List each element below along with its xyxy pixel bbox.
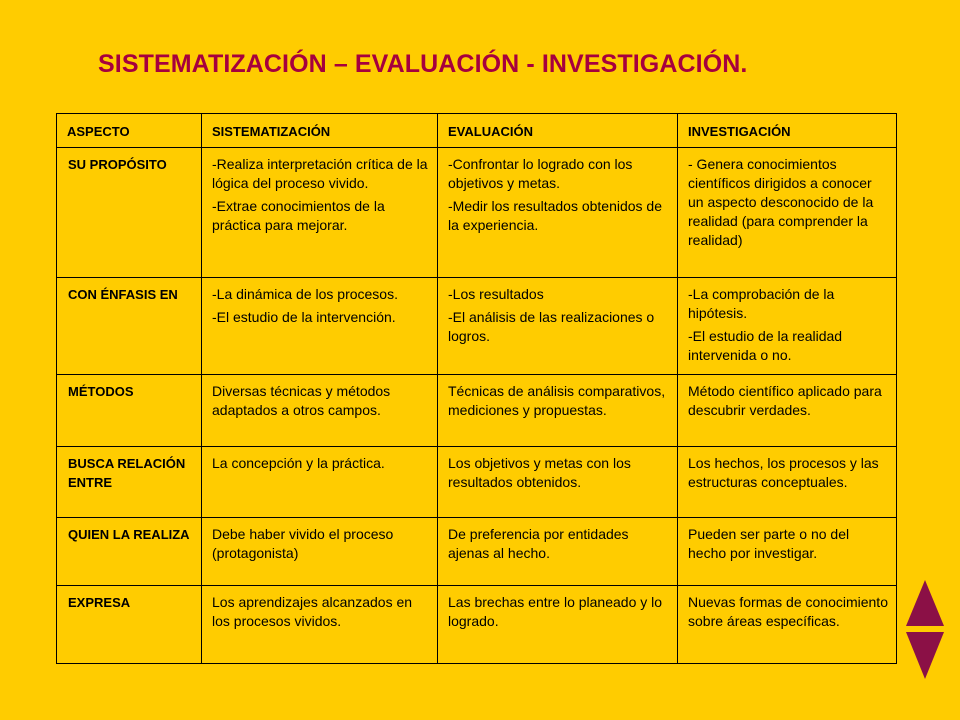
cell-evaluacion — [438, 447, 678, 518]
table-row — [57, 148, 897, 278]
cell-investigacion — [678, 278, 897, 375]
cell-paragraph: Los hechos, los procesos y las estructuras conceptuales. — [688, 455, 879, 490]
row-aspect: EXPRESA — [57, 586, 202, 664]
row-aspect: SU PROPÓSITO — [57, 148, 202, 278]
cell-paragraph: -Medir los resultados obtenidos de la experiencia. — [448, 198, 663, 233]
cell-evaluacion — [438, 278, 678, 375]
cell-paragraph: -El estudio de la intervención. — [212, 309, 396, 325]
row-aspect: BUSCA RELACIÓN ENTRE — [57, 447, 202, 518]
header-aspecto: ASPECTO — [57, 114, 202, 148]
cell-paragraph: La concepción y la práctica. — [212, 455, 385, 471]
cell-paragraph: -Realiza interpretación crítica de la lógica del proceso vivido. — [212, 156, 428, 191]
cell-paragraph: Método científico aplicado para descubrir verdades. — [688, 383, 882, 418]
cell-evaluacion — [438, 148, 678, 278]
row-aspect: CON ÉNFASIS EN — [57, 278, 202, 375]
header-evaluacion: EVALUACIÓN — [438, 114, 678, 148]
triangle-up-icon — [906, 580, 944, 628]
cell-paragraph: Nuevas formas de conocimiento sobre áreas específicas. — [688, 594, 888, 629]
table-row — [57, 278, 897, 375]
cell-investigacion — [678, 375, 897, 447]
header-investigacion: INVESTIGACIÓN — [678, 114, 897, 148]
table-header-row — [57, 114, 897, 148]
cell-paragraph: -Extrae conocimientos de la práctica para mejorar. — [212, 198, 385, 233]
cell-sistematizacion — [202, 148, 438, 278]
cell-sistematizacion — [202, 447, 438, 518]
cell-paragraph: Técnicas de análisis comparativos, mediciones y propuestas. — [448, 383, 666, 418]
cell-paragraph: -El estudio de la realidad intervenida o no. — [688, 328, 843, 363]
cell-paragraph: Los aprendizajes alcanzados en los procesos vividos. — [212, 594, 413, 629]
cell-investigacion — [678, 447, 897, 518]
cell-evaluacion — [438, 586, 678, 664]
cell-paragraph: - Genera conocimientos científicos dirigidos a conocer un aspecto desconocido de la realidad (para comprender la realidad) — [688, 156, 874, 248]
cell-paragraph: Pueden ser parte o no del hecho por investigar. — [688, 526, 850, 561]
header-sistematizacion: SISTEMATIZACIÓN — [202, 114, 438, 148]
cell-sistematizacion — [202, 518, 438, 586]
row-aspect: MÉTODOS — [57, 375, 202, 447]
cell-paragraph: -Los resultados — [448, 286, 544, 302]
row-aspect: QUIEN LA REALIZA — [57, 518, 202, 586]
comparison-table — [56, 113, 897, 664]
cell-sistematizacion — [202, 586, 438, 664]
cell-paragraph: -El análisis de las realizaciones o logros. — [448, 309, 655, 344]
cell-paragraph: De preferencia por entidades ajenas al hecho. — [448, 526, 629, 561]
cell-paragraph: -La comprobación de la hipótesis. — [688, 286, 835, 321]
cell-sistematizacion — [202, 375, 438, 447]
table-row — [57, 586, 897, 664]
cell-paragraph: Diversas técnicas y métodos adaptados a otros campos. — [212, 383, 391, 418]
cell-investigacion — [678, 518, 897, 586]
cell-paragraph: -La dinámica de los procesos. — [212, 286, 398, 302]
cell-investigacion — [678, 148, 897, 278]
cell-investigacion — [678, 586, 897, 664]
page-title: SISTEMATIZACIÓN – EVALUACIÓN - INVESTIGACIÓN. — [98, 50, 748, 78]
next-slide-button[interactable] — [906, 631, 944, 679]
previous-slide-button[interactable] — [906, 580, 944, 628]
cell-evaluacion — [438, 375, 678, 447]
triangle-down-icon — [906, 631, 944, 679]
table-row — [57, 518, 897, 586]
cell-sistematizacion — [202, 278, 438, 375]
cell-paragraph: Los objetivos y metas con los resultados obtenidos. — [448, 455, 631, 490]
table-row — [57, 447, 897, 518]
cell-paragraph: Debe haber vivido el proceso (protagonista) — [212, 526, 394, 561]
cell-paragraph: Las brechas entre lo planeado y lo logrado. — [448, 594, 663, 629]
cell-paragraph: -Confrontar lo logrado con los objetivos y metas. — [448, 156, 633, 191]
cell-evaluacion — [438, 518, 678, 586]
table-row — [57, 375, 897, 447]
